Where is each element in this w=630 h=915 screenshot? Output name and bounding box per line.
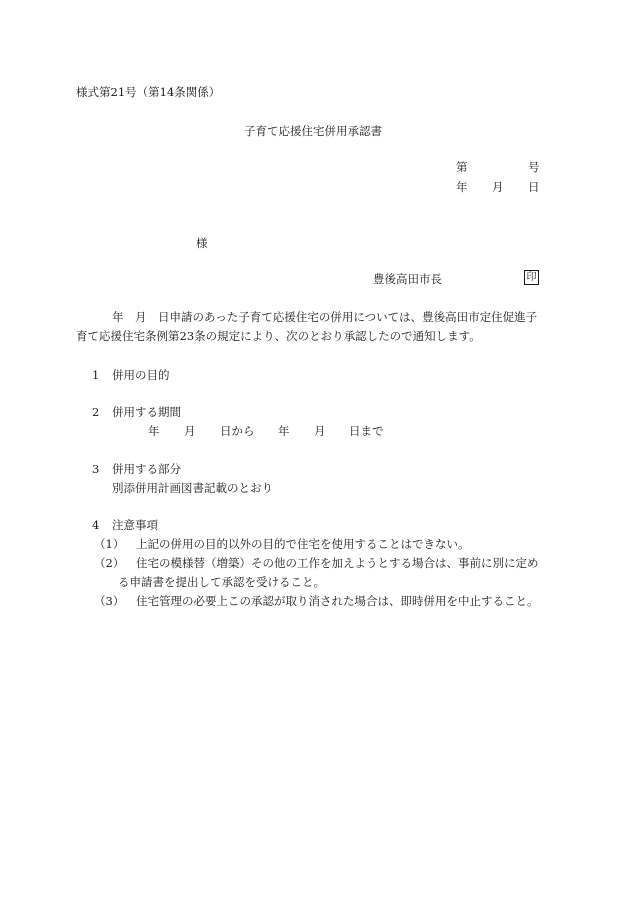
note-3-number: （3）: [94, 594, 125, 608]
body-text-1: 年 月 日申請のあった子育て応援住宅の併用については、豊後高田市定住促進子: [112, 310, 538, 324]
issuer-title: 豊後高田市長: [373, 272, 442, 286]
number-suffix: 号: [528, 160, 540, 174]
period-end-day: 日まで: [349, 424, 384, 438]
note-3-text: 住宅管理の必要上この承認が取り消された場合は、即時併用を中止すること。: [136, 594, 539, 608]
section-4-title: 注意事項: [112, 518, 158, 532]
document-title: 子育て応援住宅併用承認書: [244, 124, 382, 138]
body-text-line-2: 育て応援住宅条例第23条の規定により、次のとおり承認したので通知します。: [76, 329, 481, 343]
note-2-number: （2）: [94, 556, 125, 570]
section-1-number: 1: [92, 368, 100, 382]
period-end-month: 月: [314, 424, 326, 438]
number-prefix: 第: [456, 160, 468, 174]
period-start-year: 年: [148, 424, 160, 438]
addressee-honorific: 様: [196, 236, 208, 250]
section-3-content: 別添併用計画図書記載のとおり: [112, 481, 273, 495]
form-number: 様式第21号（第14条関係）: [76, 85, 221, 99]
note-1-number: （1）: [94, 537, 125, 551]
section-1-title: 併用の目的: [112, 368, 170, 382]
date-month-label: 月: [492, 180, 504, 194]
period-end-year: 年: [278, 424, 290, 438]
note-2-text: 住宅の模様替（増築）その他の工作を加えようとする場合は、事前に別に定め: [136, 556, 539, 570]
date-day-label: 日: [528, 180, 540, 194]
note-2-continuation: る申請書を提出して承認を受けること。: [118, 575, 325, 589]
section-4-number: 4: [92, 518, 100, 532]
section-3-title: 併用する部分: [112, 462, 181, 476]
section-2-number: 2: [92, 405, 100, 419]
date-year-label: 年: [456, 180, 468, 194]
seal-stamp-icon: 印: [524, 270, 539, 285]
note-1-text: 上記の併用の目的以外の目的で住宅を使用することはできない。: [136, 537, 470, 551]
period-start-month: 月: [184, 424, 196, 438]
period-start-day: 日から: [220, 424, 255, 438]
body-text-line-1: [76, 312, 537, 324]
section-2-title: 併用する期間: [112, 405, 181, 419]
section-3-number: 3: [92, 462, 100, 476]
